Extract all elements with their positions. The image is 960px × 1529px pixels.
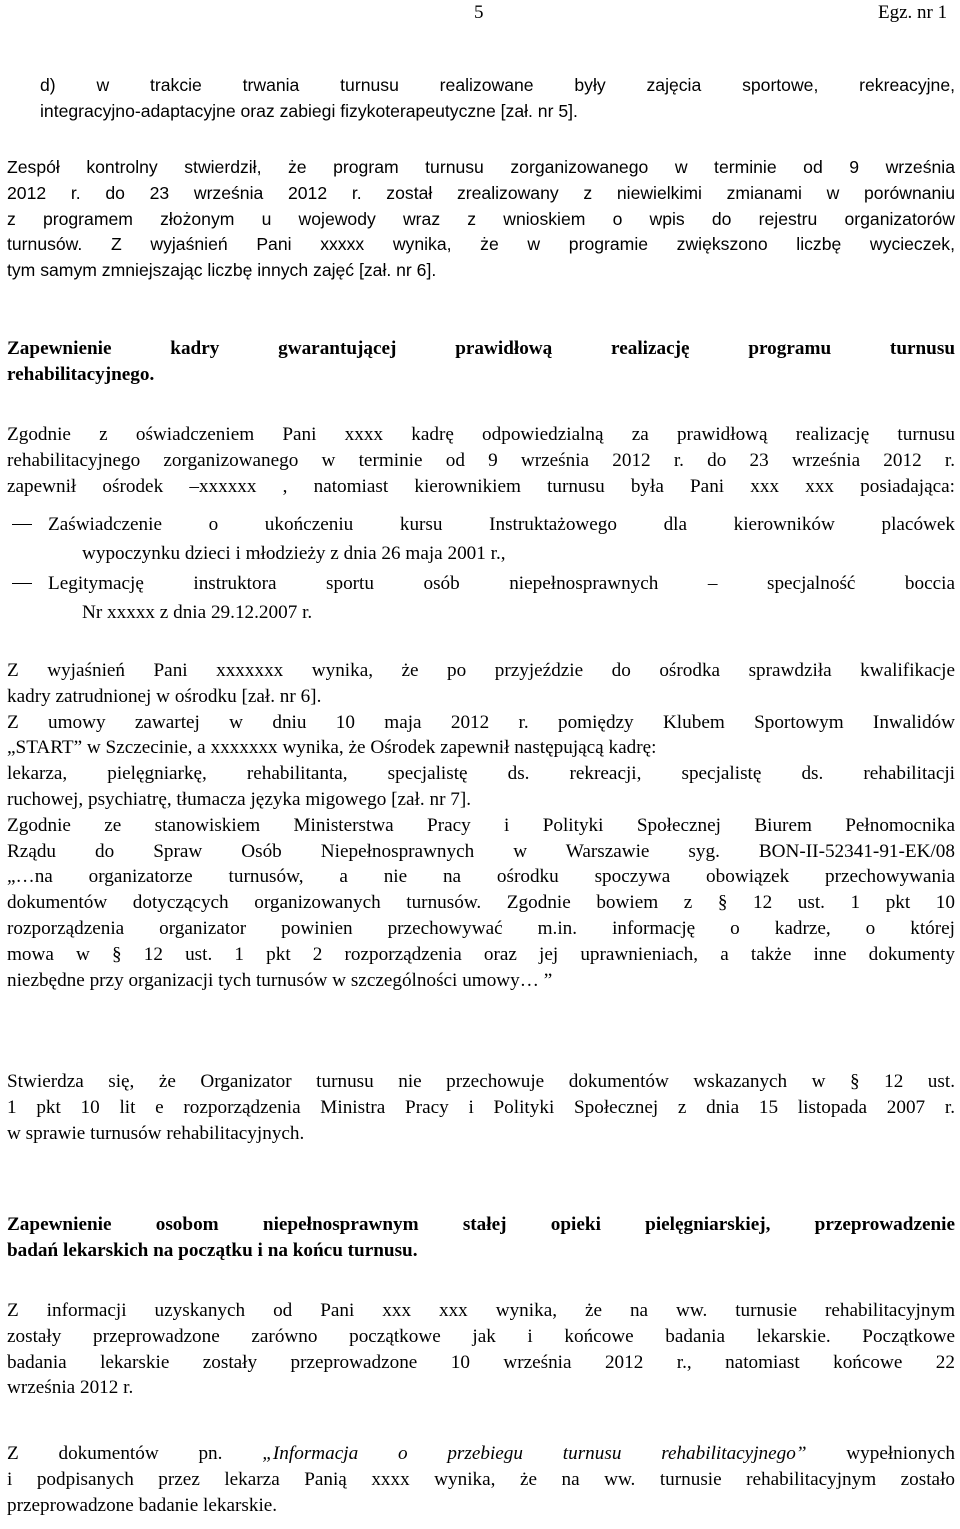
text-line: Zgodnie z oświadczeniem Pani xxxx kadrę odpowiedzialną za prawidłową realizację turnusu <box>7 424 955 445</box>
text-line: mowa w § 12 ust. 1 pkt 2 rozporządzenia oraz jej uprawnieniach, a także inne dokumenty <box>7 943 955 965</box>
text-line: „…na organizatorze turnusów, a nie na ośrodku spoczywa obowiązek przechowywania <box>7 866 955 888</box>
text-line: Rządu do Spraw Osób Niepełnosprawnych w Warszawie syg. BON-II-52341-91-EK/08 <box>7 840 955 862</box>
bullet-item <box>48 571 955 597</box>
text-line: Z umowy zawartej w dniu 10 maja 2012 r. pomiędzy Klubem Sportowym Inwalidów <box>7 711 955 733</box>
text-line: Z wyjaśnień Pani xxxxxxx wynika, że po przyjeździe do ośrodka sprawdziła kwalifikacje <box>7 660 955 681</box>
text-line: Legitymację instruktora sportu osób niepełnosprawnych – specjalność boccia <box>48 573 955 594</box>
text-line: Zapewnienie osobom niepełnosprawnym stałej opieki pielęgniarskiej, przeprowadzenie <box>7 1214 955 1235</box>
text-line: Z informacji uzyskanych od Pani xxx xxx wynika, że na ww. turnusie rehabilitacyjnym <box>7 1300 955 1321</box>
section-d <box>40 73 955 125</box>
text-line: Zapewnienie kadry gwarantującej prawidłową realizację programu turnusu <box>7 338 955 359</box>
text-line: kadry zatrudnionej w ośrodku [zał. nr 6]. <box>7 685 322 707</box>
text-line: Stwierdza się, że Organizator turnusu nie przechowuje dokumentów wskazanych w § 12 ust. <box>7 1071 955 1092</box>
heading-care <box>7 1212 955 1264</box>
bullet-item-continuation <box>82 541 960 567</box>
text-line: rozporządzenia organizator powinien przechowywać m.in. informację o kadrze, o której <box>7 917 955 939</box>
text-line: dokumentów dotyczących organizowanych turnusów. Zgodnie bowiem z § 12 ust. 1 pkt 10 <box>7 892 955 914</box>
text-line: zostały przeprowadzone zarówno początkowe jak i końcowe badania lekarskie. Początkowe <box>7 1325 955 1347</box>
bullet-dash <box>12 571 32 597</box>
paragraph-control <box>7 155 955 284</box>
text-line: tym samym zmniejszając liczbę innych zajęć [zał. nr 6]. <box>7 260 437 281</box>
text-line: Zespół kontrolny stwierdził, że program turnusu zorganizowanego w terminie od 9 września <box>7 157 955 177</box>
text-line: zapewnił ośrodek –xxxxxx , natomiast kierownikiem turnusu była Pani xxx xxx posiadająca: <box>7 475 955 497</box>
text-line: turnusów. Z wyjaśnień Pani xxxxx wynika, że w programie zwiększono liczbę wycieczek, <box>7 234 955 255</box>
text-line: d) w trakcie trwania turnusu realizowane były zajęcia sportowe, rekreacyjne, <box>40 75 955 95</box>
text-line: przeprowadzone badanie lekarskie. <box>7 1494 278 1516</box>
text-line: niezbędne przy organizacji tych turnusów w szczególności umowy… ” <box>7 969 553 991</box>
bullet-dash <box>12 512 32 538</box>
text-line: wypoczynku dzieci i młodzieży z dnia 26 maja 2001 r., <box>82 543 506 564</box>
text-line: i podpisanych przez lekarza Panią xxxx wynika, że na ww. turnusie rehabilitacyjnym zostało <box>7 1468 955 1490</box>
text-line: z programem złożonym u wojewody wraz z wnioskiem o wpis do rejestru organizatorów <box>7 208 955 229</box>
text-segment: wypełnionych <box>806 1443 955 1464</box>
text-line: lekarza, pielęgniarkę, rehabilitanta, specjalistę ds. rekreacji, specjalistę ds. rehabilitacji <box>7 763 955 785</box>
bullet-item-continuation <box>82 600 960 626</box>
text-line: Zgodnie ze stanowiskiem Ministerstwa Pracy i Polityki Społecznej Biurem Pełnomocnika <box>7 814 955 836</box>
paragraph-info <box>7 1298 955 1401</box>
text-line: rehabilitacyjnego. <box>7 363 155 385</box>
paragraph-explain <box>7 658 955 993</box>
text-line: integracyjno-adaptacyjne oraz zabiegi fizykoterapeutyczne [zał. nr 5]. <box>40 100 578 121</box>
text-line: 2012 r. do 23 września 2012 r. został zrealizowany z niewielkimi zmianami w porównaniu <box>7 182 955 203</box>
text-line: 1 pkt 10 lit e rozporządzenia Ministra Pracy i Polityki Społecznej z dnia 15 listopada 2007 r. <box>7 1096 955 1118</box>
text-line: Nr xxxxx z dnia 29.12.2007 r. <box>82 602 313 623</box>
text-line: badań lekarskich na początku i na końcu turnusu. <box>7 1239 418 1261</box>
text-line: w sprawie turnusów rehabilitacyjnych. <box>7 1122 305 1144</box>
text-line: „START” w Szczecinie, a xxxxxxx wynika, że Ośrodek zapewnił następującą kadrę: <box>7 737 657 759</box>
text-line <box>7 1441 955 1467</box>
document-title: „Informacja o przebiegu turnusu rehabilitacyjnego” <box>262 1443 807 1464</box>
text-line: rehabilitacyjnego zorganizowanego w terminie od 9 września 2012 r. do 23 września 2012 r. <box>7 449 955 471</box>
paragraph-staff <box>7 422 955 499</box>
paragraph-state <box>7 1069 955 1146</box>
paragraph-docs <box>7 1441 955 1518</box>
text-line: badania lekarskie zostały przeprowadzone 10 września 2012 r., natomiast końcowe 22 <box>7 1351 955 1373</box>
text-line: września 2012 r. <box>7 1377 134 1399</box>
text-line: Zaświadczenie o ukończeniu kursu Instruktażowego dla kierowników placówek <box>48 514 955 535</box>
heading-staff <box>7 336 955 388</box>
bullet-item <box>48 512 955 538</box>
text-segment: Z dokumentów pn. <box>7 1443 263 1464</box>
text-line: ruchowej, psychiatrę, tłumacza języka migowego [zał. nr 7]. <box>7 788 472 810</box>
attachment-label: Egz. nr 1 <box>878 2 948 23</box>
page-number: 5 <box>474 2 484 23</box>
